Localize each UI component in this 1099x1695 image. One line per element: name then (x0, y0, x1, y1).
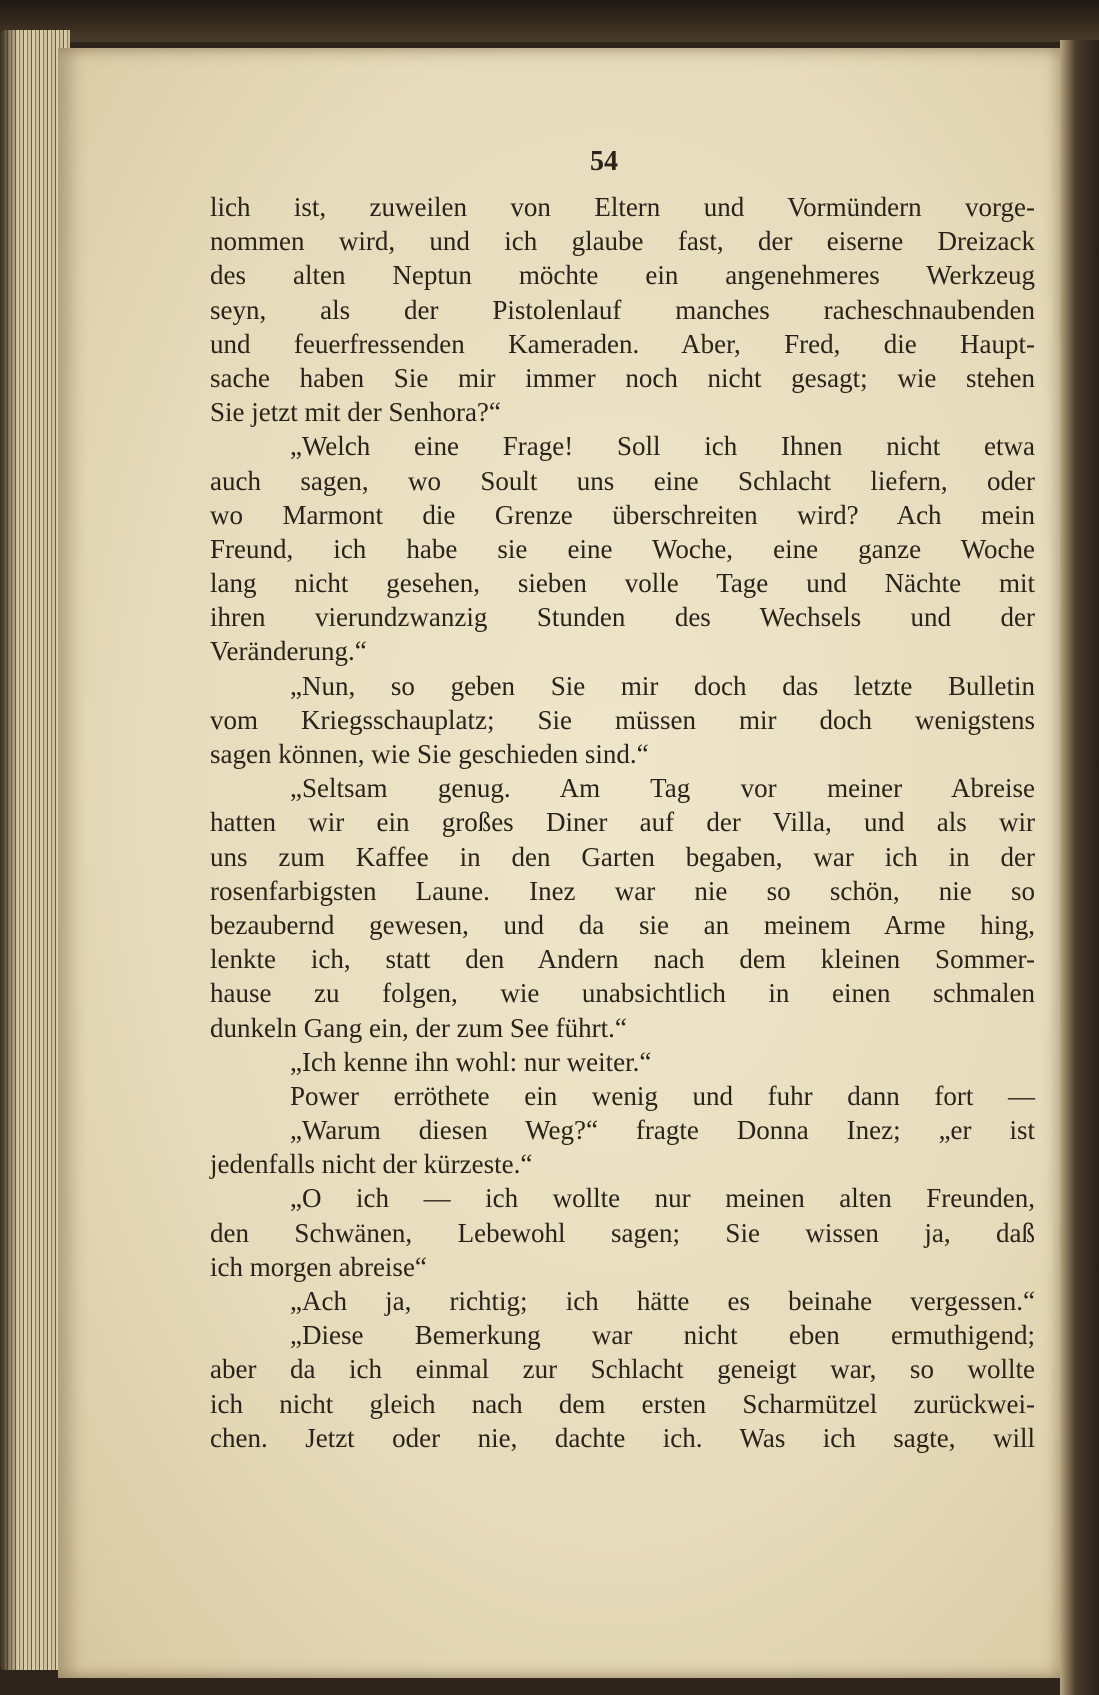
binding-shadow (0, 30, 18, 1670)
text-line: ihren vierundzwanzig Stunden des Wechsels und der (210, 602, 1035, 633)
text-line: nommen wird, und ich glaube fast, der eiserne Dreizack (210, 226, 1035, 257)
text-line: Freund, ich habe sie eine Woche, eine ganze Woche (210, 533, 1035, 564)
text-line: dunkeln Gang ein, der zum See führt.“ (210, 1012, 627, 1043)
text-line: „Seltsam genug. Am Tag vor meiner Abreise (290, 773, 1035, 804)
text-line: „Ich kenne ihn wohl: nur weiter.“ (290, 1046, 652, 1077)
book-cover-top (0, 0, 1099, 42)
body-text (210, 190, 1035, 1455)
text-line: bezaubernd gewesen, und da sie an meinem Arme hing, (210, 909, 1035, 940)
text-line: Power erröthete ein wenig und fuhr dann fort — (290, 1080, 1035, 1111)
text-line: lang nicht gesehen, sieben volle Tage und Nächte mit (210, 568, 1035, 599)
text-line: „Warum diesen Weg?“ fragte Donna Inez; „er ist (290, 1115, 1035, 1146)
page-number: 54 (590, 146, 618, 177)
text-line: „Nun, so geben Sie mir doch das letzte Bulletin (290, 670, 1035, 701)
text-line: wo Marmont die Grenze überschreiten wird? Ach mein (210, 499, 1035, 530)
text-line: lich ist, zuweilen von Eltern und Vormündern vorge- (210, 192, 1035, 222)
text-line: „Welch eine Frage! Soll ich Ihnen nicht etwa (290, 431, 1035, 462)
text-line: auch sagen, wo Soult uns eine Schlacht liefern, oder (210, 465, 1035, 496)
text-line: hause zu folgen, wie unabsichtlich in einen schmalen (210, 978, 1035, 1009)
text-line: jedenfalls nicht der kürzeste.“ (210, 1149, 533, 1180)
text-line: den Schwänen, Lebewohl sagen; Sie wissen ja, daß (210, 1217, 1035, 1248)
text-line: hatten wir ein großes Diner auf der Villa, und als wir (210, 807, 1035, 838)
text-line: lenkte ich, statt den Andern nach dem kleinen Sommer- (210, 944, 1035, 975)
text-line: „O ich — ich wollte nur meinen alten Freunden, (290, 1183, 1035, 1214)
text-line: vom Kriegsschauplatz; Sie müssen mir doch wenigstens (210, 704, 1035, 735)
text-line: uns zum Kaffee in den Garten begaben, war ich in der (210, 841, 1035, 872)
text-line: und feuerfressenden Kameraden. Aber, Fred, die Haupt- (210, 328, 1035, 359)
text-line: Veränderung.“ (210, 636, 367, 667)
facing-page-edge (1060, 40, 1099, 1695)
text-line: rosenfarbigsten Laune. Inez war nie so schön, nie so (210, 875, 1035, 906)
text-line: ich morgen abreise“ (210, 1251, 427, 1282)
text-line: „Diese Bemerkung war nicht eben ermuthigend; (290, 1320, 1035, 1351)
text-line: chen. Jetzt oder nie, dachte ich. Was ich sagte, will (210, 1422, 1035, 1453)
text-line: seyn, als der Pistolenlauf manches racheschnaubenden (210, 294, 1035, 325)
text-line: aber da ich einmal zur Schlacht geneigt war, so wollte (210, 1354, 1035, 1385)
text-line: sache haben Sie mir immer noch nicht gesagt; wie stehen (210, 362, 1035, 393)
text-line: des alten Neptun möchte ein angenehmeres Werkzeug (210, 260, 1035, 291)
text-line: sagen können, wie Sie geschieden sind.“ (210, 739, 649, 769)
text-line: ich nicht gleich nach dem ersten Scharmützel zurückwei- (210, 1388, 1035, 1419)
text-line: „Ach ja, richtig; ich hätte es beinahe vergessen.“ (290, 1286, 1035, 1316)
text-line: Sie jetzt mit der Senhora?“ (210, 397, 501, 428)
